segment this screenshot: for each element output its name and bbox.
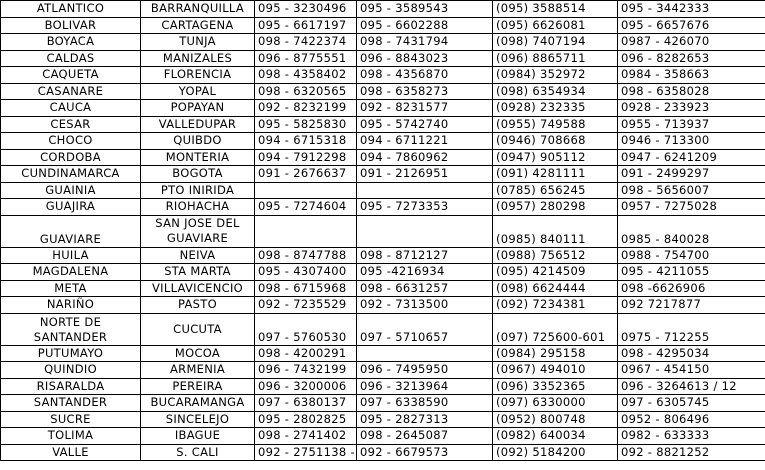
- phone-2-cell: 095 - 5742740: [357, 116, 493, 133]
- city-cell: TUNJA: [141, 34, 255, 51]
- phone-1-cell: 098 - 4200291: [255, 345, 357, 362]
- table-row: [1, 444, 765, 461]
- phone-3-cell: (0947) 905112: [493, 149, 618, 166]
- phone-3-cell: (097) 6330000: [493, 395, 618, 412]
- directory-table-body: [1, 1, 765, 461]
- phone-2-cell: 094 - 6711221: [357, 133, 493, 150]
- department-cell: META: [1, 280, 141, 297]
- phone-2-cell: 098 - 7431794: [357, 34, 493, 51]
- phone-1-cell: 095 - 3230496: [255, 1, 357, 18]
- table-row: [1, 182, 765, 199]
- department-cell: TOLIMA: [1, 428, 141, 445]
- city-cell: IBAGUE: [141, 428, 255, 445]
- city-cell: BOGOTA: [141, 166, 255, 183]
- phone-2-cell: 095 - 6602288: [357, 17, 493, 34]
- city-cell: VALLEDUPAR: [141, 116, 255, 133]
- phone-1-cell: 095 - 5825830: [255, 116, 357, 133]
- phone-3-cell: (0984) 352972: [493, 67, 618, 84]
- department-cell: CORDOBA: [1, 149, 141, 166]
- phone-3-cell: (098) 6624444: [493, 280, 618, 297]
- department-cell: SUCRE: [1, 411, 141, 428]
- phone-3-cell: (0984) 295158: [493, 345, 618, 362]
- phone-3-cell: (096) 3352365: [493, 378, 618, 395]
- phone-3-cell: (0967) 494010: [493, 362, 618, 379]
- department-cell: GUAINIA: [1, 182, 141, 199]
- phone-3-cell: (098) 6354934: [493, 83, 618, 100]
- phone-2-cell: [357, 215, 493, 247]
- phone-2-cell: 098 - 4356870: [357, 67, 493, 84]
- department-cell: CUNDINAMARCA: [1, 166, 141, 183]
- phone-4-cell: 098 -6626906: [618, 280, 765, 297]
- table-row: [1, 378, 765, 395]
- department-cell: BOLIVAR: [1, 17, 141, 34]
- table-row: [1, 411, 765, 428]
- city-cell: SINCELEJO: [141, 411, 255, 428]
- department-cell: MAGDALENA: [1, 264, 141, 281]
- department-cell: RISARALDA: [1, 378, 141, 395]
- department-cell: GUAJIRA: [1, 199, 141, 216]
- phone-2-cell: 096 - 8843023: [357, 50, 493, 67]
- phone-4-cell: 0975 - 712255: [618, 313, 765, 345]
- phone-4-cell: 0955 - 713937: [618, 116, 765, 133]
- department-cell: CASANARE: [1, 83, 141, 100]
- phone-3-cell: (0955) 749588: [493, 116, 618, 133]
- department-cell: NARIÑO: [1, 297, 141, 314]
- table-row: [1, 264, 765, 281]
- phone-1-cell: [255, 182, 357, 199]
- phone-2-cell: 098 - 2645087: [357, 428, 493, 445]
- phone-2-cell: 095 - 3589543: [357, 1, 493, 18]
- phone-4-cell: 0984 - 358663: [618, 67, 765, 84]
- table-row: [1, 199, 765, 216]
- phone-2-cell: 098 - 6631257: [357, 280, 493, 297]
- phone-3-cell: (092) 7234381: [493, 297, 618, 314]
- table-row: [1, 34, 765, 51]
- phone-1-cell: 098 - 4358402: [255, 67, 357, 84]
- phone-3-cell: (095) 4214509: [493, 264, 618, 281]
- department-cell: PUTUMAYO: [1, 345, 141, 362]
- phone-4-cell: 0952 - 806496: [618, 411, 765, 428]
- phone-1-cell: 095 - 2802825: [255, 411, 357, 428]
- phone-1-cell: 092 - 2751138 -: [255, 444, 357, 461]
- city-cell: QUIBDO: [141, 133, 255, 150]
- department-cell: NORTE DE SANTANDER: [1, 313, 141, 345]
- phone-3-cell: (0946) 708668: [493, 133, 618, 150]
- phone-2-cell: 095 - 2827313: [357, 411, 493, 428]
- city-cell: S. CALI: [141, 444, 255, 461]
- city-cell: PEREIRA: [141, 378, 255, 395]
- phone-2-cell: 095 -4216934: [357, 264, 493, 281]
- city-cell: POPAYAN: [141, 100, 255, 117]
- phone-4-cell: 097 - 6305745: [618, 395, 765, 412]
- table-row: [1, 362, 765, 379]
- city-cell: YOPAL: [141, 83, 255, 100]
- phone-4-cell: 095 - 6657676: [618, 17, 765, 34]
- city-cell: ARMENIA: [141, 362, 255, 379]
- phone-3-cell: (095) 3588514: [493, 1, 618, 18]
- department-cell: CESAR: [1, 116, 141, 133]
- table-row: [1, 247, 765, 264]
- city-cell: NEIVA: [141, 247, 255, 264]
- phone-4-cell: 092 7217877: [618, 297, 765, 314]
- city-cell: MANIZALES: [141, 50, 255, 67]
- table-row: [1, 428, 765, 445]
- phone-4-cell: 0957 - 7275028: [618, 199, 765, 216]
- phone-1-cell: 091 - 2676637: [255, 166, 357, 183]
- city-cell: PTO INIRIDA: [141, 182, 255, 199]
- table-row: [1, 166, 765, 183]
- phone-2-cell: 095 - 7273353: [357, 199, 493, 216]
- phone-3-cell: (0957) 280298: [493, 199, 618, 216]
- city-cell: BARRANQUILLA: [141, 1, 255, 18]
- phone-4-cell: 091 - 2499297: [618, 166, 765, 183]
- phone-1-cell: 097 - 6380137: [255, 395, 357, 412]
- phone-4-cell: 0982 - 633333: [618, 428, 765, 445]
- phone-1-cell: 098 - 8747788: [255, 247, 357, 264]
- phone-1-cell: 098 - 6715968: [255, 280, 357, 297]
- phone-3-cell: (0988) 756512: [493, 247, 618, 264]
- phone-1-cell: 098 - 6320565: [255, 83, 357, 100]
- phone-1-cell: 094 - 7912298: [255, 149, 357, 166]
- phone-2-cell: [357, 345, 493, 362]
- phone-4-cell: 092 - 8821252: [618, 444, 765, 461]
- phone-1-cell: 095 - 6617197: [255, 17, 357, 34]
- phone-4-cell: 0987 - 426070: [618, 34, 765, 51]
- table-row: [1, 395, 765, 412]
- phone-3-cell: (096) 8865711: [493, 50, 618, 67]
- department-cell: CAQUETA: [1, 67, 141, 84]
- phone-3-cell: (0985) 840111: [493, 215, 618, 247]
- department-cell: ATLANTICO: [1, 1, 141, 18]
- phone-3-cell: (0952) 800748: [493, 411, 618, 428]
- department-cell: GUAVIARE: [1, 215, 141, 247]
- phone-4-cell: 0946 - 713300: [618, 133, 765, 150]
- phone-3-cell: (0928) 232335: [493, 100, 618, 117]
- city-cell: MOCOA: [141, 345, 255, 362]
- table-row: [1, 215, 765, 247]
- table-row: [1, 313, 765, 345]
- phone-3-cell: (0982) 640034: [493, 428, 618, 445]
- table-row: [1, 83, 765, 100]
- table-row: [1, 116, 765, 133]
- phone-2-cell: 092 - 7313500: [357, 297, 493, 314]
- phone-1-cell: 096 - 3200006: [255, 378, 357, 395]
- department-cell: CAUCA: [1, 100, 141, 117]
- phone-2-cell: 098 - 6358273: [357, 83, 493, 100]
- department-cell: QUINDIO: [1, 362, 141, 379]
- table-row: [1, 100, 765, 117]
- phone-4-cell: 098 - 5656007: [618, 182, 765, 199]
- phone-1-cell: 096 - 7432199: [255, 362, 357, 379]
- phone-3-cell: (092) 5184200: [493, 444, 618, 461]
- phone-2-cell: 097 - 5710657: [357, 313, 493, 345]
- department-cell: CALDAS: [1, 50, 141, 67]
- phone-1-cell: 095 - 7274604: [255, 199, 357, 216]
- city-cell: STA MARTA: [141, 264, 255, 281]
- phone-3-cell: (091) 4281111: [493, 166, 618, 183]
- city-cell: CUCUTA: [141, 313, 255, 345]
- city-cell: BUCARAMANGA: [141, 395, 255, 412]
- phone-2-cell: 098 - 8712127: [357, 247, 493, 264]
- phone-1-cell: 094 - 6715318: [255, 133, 357, 150]
- city-cell: PASTO: [141, 297, 255, 314]
- table-row: [1, 1, 765, 18]
- city-cell: CARTAGENA: [141, 17, 255, 34]
- phone-1-cell: 097 - 5760530: [255, 313, 357, 345]
- city-cell: FLORENCIA: [141, 67, 255, 84]
- phone-2-cell: 096 - 7495950: [357, 362, 493, 379]
- phone-1-cell: 098 - 7422374: [255, 34, 357, 51]
- phone-1-cell: 096 - 8775551: [255, 50, 357, 67]
- phone-2-cell: 094 - 7860962: [357, 149, 493, 166]
- phone-4-cell: 0967 - 454150: [618, 362, 765, 379]
- phone-4-cell: 096 - 8282653: [618, 50, 765, 67]
- table-row: [1, 50, 765, 67]
- table-row: [1, 280, 765, 297]
- phone-3-cell: (095) 6626081: [493, 17, 618, 34]
- city-cell: MONTERIA: [141, 149, 255, 166]
- phone-2-cell: 096 - 3213964: [357, 378, 493, 395]
- department-cell: SANTANDER: [1, 395, 141, 412]
- phone-4-cell: 096 - 3264613 / 12: [618, 378, 765, 395]
- phone-4-cell: 0985 - 840028: [618, 215, 765, 247]
- phone-4-cell: 098 - 4295034: [618, 345, 765, 362]
- phone-4-cell: 095 - 4211055: [618, 264, 765, 281]
- city-cell: RIOHACHA: [141, 199, 255, 216]
- city-cell: VILLAVICENCIO: [141, 280, 255, 297]
- table-row: [1, 345, 765, 362]
- phone-4-cell: 0928 - 233923: [618, 100, 765, 117]
- phone-1-cell: 095 - 4307400: [255, 264, 357, 281]
- phone-2-cell: [357, 182, 493, 199]
- phone-1-cell: 092 - 7235529: [255, 297, 357, 314]
- phone-3-cell: (097) 725600-601: [493, 313, 618, 345]
- phone-4-cell: 0947 - 6241209: [618, 149, 765, 166]
- phone-2-cell: 092 - 6679573: [357, 444, 493, 461]
- department-cell: BOYACA: [1, 34, 141, 51]
- phone-2-cell: 091 - 2126951: [357, 166, 493, 183]
- phone-1-cell: [255, 215, 357, 247]
- department-cell: HUILA: [1, 247, 141, 264]
- phone-4-cell: 0988 - 754700: [618, 247, 765, 264]
- phone-4-cell: 095 - 3442333: [618, 1, 765, 18]
- phone-2-cell: 092 - 8231577: [357, 100, 493, 117]
- table-row: [1, 297, 765, 314]
- table-row: [1, 149, 765, 166]
- phone-3-cell: (098) 7407194: [493, 34, 618, 51]
- department-cell: VALLE: [1, 444, 141, 461]
- department-cell: CHOCO: [1, 133, 141, 150]
- phone-3-cell: (0785) 656245: [493, 182, 618, 199]
- table-row: [1, 17, 765, 34]
- table-row: [1, 133, 765, 150]
- phone-2-cell: 097 - 6338590: [357, 395, 493, 412]
- phone-1-cell: 092 - 8232199: [255, 100, 357, 117]
- table-row: [1, 67, 765, 84]
- phone-1-cell: 098 - 2741402: [255, 428, 357, 445]
- phone-4-cell: 098 - 6358028: [618, 83, 765, 100]
- city-cell: SAN JOSE DEL GUAVIARE: [141, 215, 255, 247]
